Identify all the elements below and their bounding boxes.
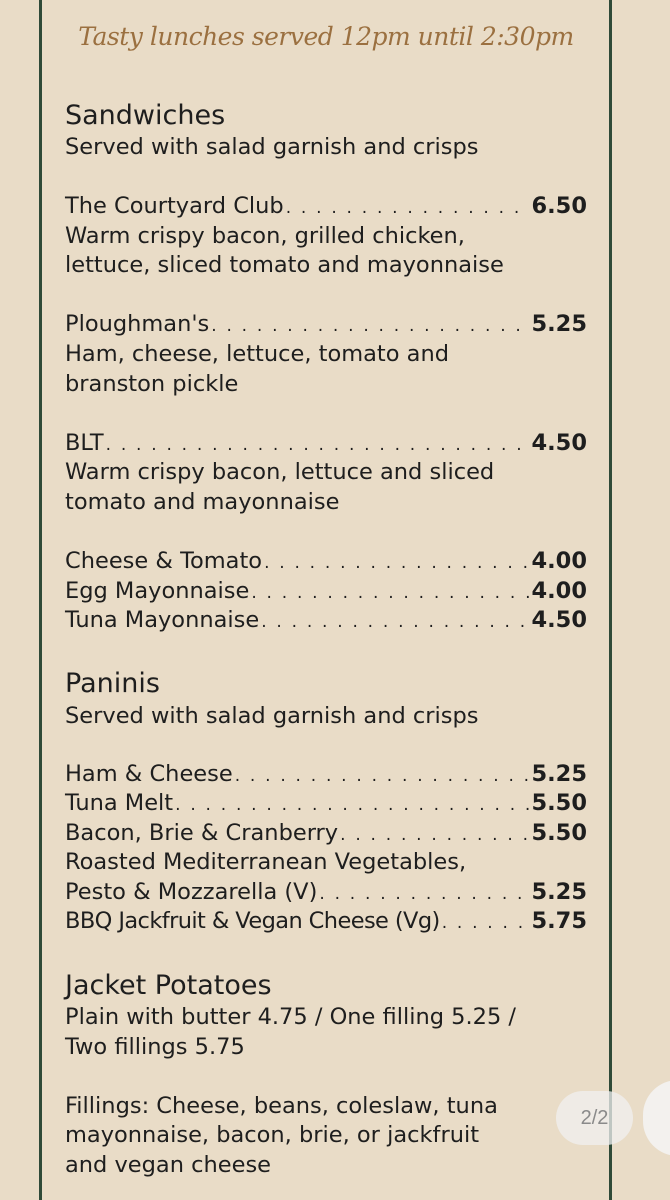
menu-item-ploughmans <box>65 309 587 339</box>
item-price: 4.50 <box>531 607 587 633</box>
dot-leader <box>175 790 529 820</box>
item-name: BLT <box>65 430 104 456</box>
item-name: Ham & Cheese <box>65 761 233 787</box>
left-border-line <box>39 0 42 1200</box>
item-price: 5.25 <box>531 761 587 787</box>
item-price: 5.25 <box>531 879 587 905</box>
dot-leader <box>106 430 530 460</box>
item-name-line: Roasted Mediterranean Vegetables, <box>65 849 467 875</box>
item-name: Tuna Mayonnaise <box>65 607 260 633</box>
item-name: Ploughman's <box>65 311 210 337</box>
item-name: Cheese & Tomato <box>65 548 263 574</box>
jacket-fillings: and vegan cheese <box>65 1152 272 1178</box>
dot-leader <box>251 578 529 608</box>
item-name: Bacon, Brie & Cranberry <box>65 820 339 846</box>
item-price: 4.00 <box>531 548 587 574</box>
dot-leader <box>264 548 529 578</box>
menu-item-bacon-brie <box>65 818 587 848</box>
dot-leader <box>235 761 530 791</box>
item-description: Warm crispy bacon, grilled chicken, <box>65 223 465 249</box>
jacket-prices: Two fillings 5.75 <box>65 1034 245 1060</box>
sandwiches-subtitle: Served with salad garnish and crisps <box>65 134 479 160</box>
jacket-fillings: Fillings: Cheese, beans, coleslaw, tuna <box>65 1093 498 1119</box>
dot-leader <box>340 820 529 850</box>
menu-item-cheese-tomato <box>65 546 587 576</box>
menu-item-ham-cheese <box>65 759 587 789</box>
item-price: 5.75 <box>531 908 587 934</box>
menu-item-bbq-jackfruit <box>65 906 587 936</box>
menu-page <box>65 0 587 1200</box>
item-description: branston pickle <box>65 371 239 397</box>
item-price: 5.50 <box>531 790 587 816</box>
item-price: 5.50 <box>531 820 587 846</box>
item-price: 6.50 <box>531 193 587 219</box>
item-name: The Courtyard Club <box>65 193 284 219</box>
item-description: tomato and mayonnaise <box>65 489 340 515</box>
dot-leader <box>211 311 529 341</box>
menu-item-egg-mayonnaise <box>65 576 587 606</box>
paninis-title: Paninis <box>65 668 160 699</box>
item-description: Ham, cheese, lettuce, tomato and <box>65 341 449 367</box>
item-name: Tuna Melt <box>65 790 174 816</box>
next-page-button[interactable] <box>643 1080 670 1156</box>
item-name: Egg Mayonnaise <box>65 578 250 604</box>
menu-item-blt <box>65 428 587 458</box>
paninis-subtitle: Served with salad garnish and crisps <box>65 703 479 729</box>
item-description: lettuce, sliced tomato and mayonnaise <box>65 252 504 278</box>
item-description: Warm crispy bacon, lettuce and sliced <box>65 459 495 485</box>
menu-item-tuna-melt <box>65 788 587 818</box>
menu-item-courtyard-club <box>65 191 587 221</box>
menu-item-tuna-mayonnaise <box>65 605 587 635</box>
item-name: Pesto & Mozzarella (V) <box>65 879 318 905</box>
item-name: BBQ Jackfruit & Vegan Cheese (Vg) <box>65 908 440 934</box>
menu-item-roasted-veg <box>65 877 587 907</box>
dot-leader <box>319 879 529 909</box>
sandwiches-title: Sandwiches <box>65 100 226 131</box>
jacket-fillings: mayonnaise, bacon, brie, or jackfruit <box>65 1122 480 1148</box>
item-price: 4.00 <box>531 578 587 604</box>
dot-leader <box>442 908 530 938</box>
item-price: 4.50 <box>531 430 587 456</box>
jacket-prices: Plain with butter 4.75 / One filling 5.25 / <box>65 1004 516 1030</box>
dot-leader <box>286 193 530 223</box>
right-border-line <box>609 0 612 1200</box>
dot-leader <box>261 607 529 637</box>
page-indicator: 2/2 <box>556 1091 633 1145</box>
item-price: 5.25 <box>531 311 587 337</box>
jacket-potatoes-title: Jacket Potatoes <box>65 970 272 1001</box>
tagline: Tasty lunches served 12pm until 2:30pm <box>78 22 574 51</box>
